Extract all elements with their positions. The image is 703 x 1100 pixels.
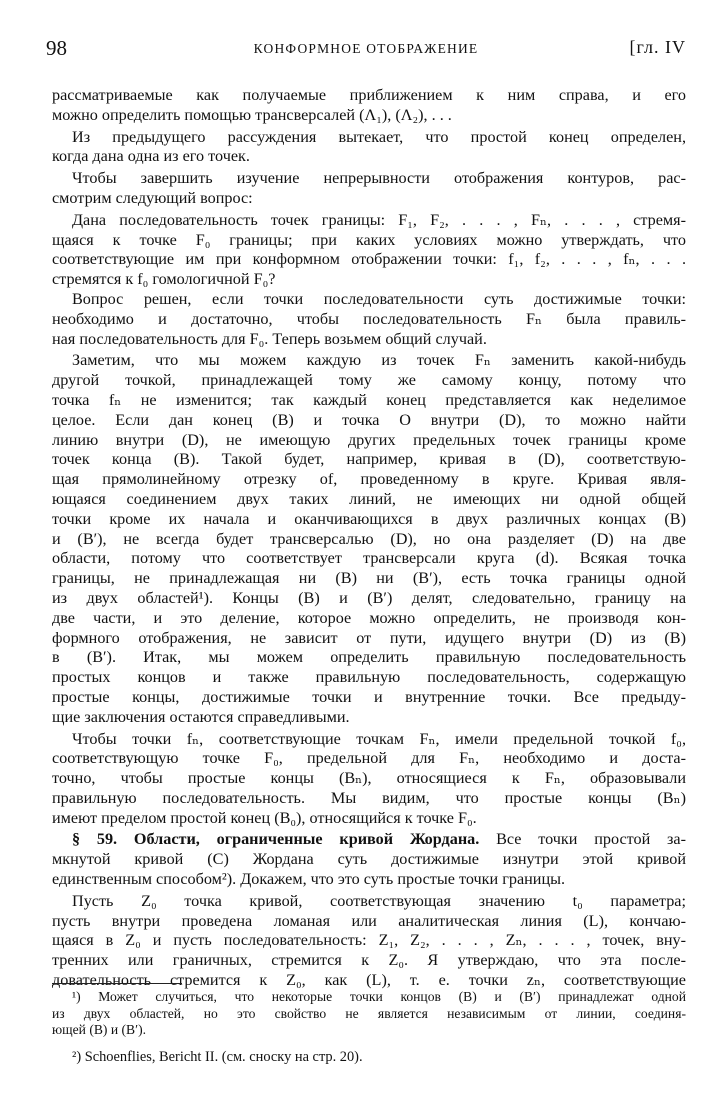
text-line: Чтобы точки fₙ, соответствующие точкам Fₙ, имели предельной точкой f₀, xyxy=(72,729,686,748)
text-line: единственным способом²). Докажем, что это суть простые точки границы. xyxy=(52,870,566,889)
text-line: Чтобы завершить изучение непрерывности отображения контуров, рас- xyxy=(72,169,686,188)
text-line: точка fₙ не изменится; так каждый конец представляется как неделимое xyxy=(52,390,686,409)
footnote-line: из двух областей, но это свойство не является независимым от линии, соединя- xyxy=(52,1005,686,1021)
text-line: Вопрос решен, если точки последовательности суть достижимые точки: xyxy=(72,289,686,308)
text-line: соответствующую точке F₀, предельной для Fₙ, необходимо и доста- xyxy=(52,749,686,768)
text-line: смотрим следующий вопрос: xyxy=(52,188,253,207)
text-line: и (B′), не всегда будет трансверсалью (D), но она разделяет (D) на две xyxy=(52,529,686,548)
text-line: точно, чтобы простые концы (Bₙ), относящиеся к Fₙ, образовывали xyxy=(52,769,686,788)
text-line: Пусть Z₀ точка кривой, соответствующая значению t₀ параметра; xyxy=(72,891,686,910)
text-line: ная последовательность для F₀. Теперь возьмем общий случай. xyxy=(52,329,487,348)
text-line: другой точкой, принадлежащей тому же самому концу, потому что xyxy=(52,371,686,390)
text-line: мкнутой кривой (C) Жордана суть достижимые изнутри этой кривой xyxy=(52,850,686,869)
text-fragment: Все точки простой за- xyxy=(496,830,686,849)
text-line: щаяся в Z₀ и пусть последовательность: Z₁, Z₂, . . . , Zₙ, . . . , точек, вну- xyxy=(52,931,686,950)
text-line: пусть внутри проведена ломаная или аналитическая линия (L), кончаю- xyxy=(52,911,686,930)
page-header xyxy=(46,36,686,66)
text-line: целое. Если дан конец (B) и точка O внутри (D), то можно найти xyxy=(52,410,686,429)
text-line: из двух областей¹). Концы (B) и (B′) делят, следовательно, границу на xyxy=(52,588,686,607)
text-line: необходимо и достаточно, чтобы последовательность Fₙ была правиль- xyxy=(52,309,686,328)
text-line: соответствующие им при конформном отображении точки: f₁, f₂, . . . , fₙ, . . . xyxy=(52,250,686,269)
text-line: щая прямолинейному отрезку of, проведенному в круге. Кривая явля- xyxy=(52,470,686,489)
text-line: когда дана одна из его точек. xyxy=(52,147,250,166)
chapter-label: [гл. IV xyxy=(629,37,686,57)
text-line: формного отображения, не зависит от пути, идущего внутри (D) из (B) xyxy=(52,628,686,647)
text-line: две части, и это деление, которое можно определить, не производя кон- xyxy=(52,608,686,627)
text-line: простых концов и также правильную последовательность, содержащую xyxy=(52,668,686,687)
text-line: правильную последовательность. Мы видим, что простые концы (Bₙ) xyxy=(52,788,686,807)
text-line: линию внутри (D), не имеющую других предельных точек границы кроме xyxy=(52,430,686,449)
footnote-line: ¹) Может случиться, что некоторые точки концов (B) и (B′) принадлежат одной xyxy=(72,989,686,1004)
text-line: тренних или граничных, стремится к Z₀. Я утверждаю, что эта после- xyxy=(52,951,686,970)
body-text xyxy=(52,86,686,991)
text-line: точки кроме их начала и оканчивающихся в двух различных концах (B) xyxy=(52,509,686,528)
text-line: Заметим, что мы можем каждую из точек Fₙ заменить какой-нибудь xyxy=(72,351,686,370)
section-heading: § 59. Области, ограниченные кривой Жордана. xyxy=(72,830,480,849)
text-line: Из предыдущего рассуждения вытекает, что простой конец определен, xyxy=(72,127,686,146)
footnote-rule xyxy=(52,983,182,984)
footnote-line: ющей (B) и (B′). xyxy=(52,1022,147,1037)
footnote-line: ²) Schoenflies, Bericht II. (см. сноску на стр. 20). xyxy=(72,1048,363,1065)
text-line: ющаяся соединением двух таких линий, не имеющих ни одной общей xyxy=(52,489,686,508)
text-line: довательность стремится к Z₀, как (L), т. е. точки zₙ, соответствующие xyxy=(52,971,686,990)
text-line: границы, не принадлежащая ни (B) ни (B′), есть точка границы одной xyxy=(52,569,686,588)
text-line: простые концы, достижимые точки и внутренние точки. Все предыду- xyxy=(52,687,686,706)
footnotes xyxy=(52,989,686,1065)
page-number: 98 xyxy=(46,36,67,60)
text-line: щаяся к точке F₀ границы; при каких условиях можно утверждать, что xyxy=(52,230,686,249)
text-line: рассматриваемые как получаемые приближением к ним справа, и его xyxy=(52,86,686,104)
text-line: имеют пределом простой конец (B₀), относящийся к точке F₀. xyxy=(52,808,477,827)
text-line: щие заключения остаются справедливыми. xyxy=(52,707,350,726)
text-line: в (B′). Итак, мы можем определить правильную последовательность xyxy=(52,648,686,667)
text-line: стремятся к f₀ гомологичной F₀? xyxy=(52,270,276,289)
text-line: Дана последовательность точек границы: F₁, F₂, . . . , Fₙ, . . . , стремя- xyxy=(72,210,686,229)
running-title: КОНФОРМНОЕ ОТОБРАЖЕНИЕ xyxy=(253,41,479,56)
section-first-line xyxy=(52,830,686,850)
text-line: области, потому что соответствует трансверсали круга (d). Всякая точка xyxy=(52,549,686,568)
text-line: точек конца (B). Такой будет, например, кривая в (D), соответствую- xyxy=(52,450,686,469)
text-line: можно определить помощью трансверсалей (Λ₁), (Λ₂), . . . xyxy=(52,105,452,124)
